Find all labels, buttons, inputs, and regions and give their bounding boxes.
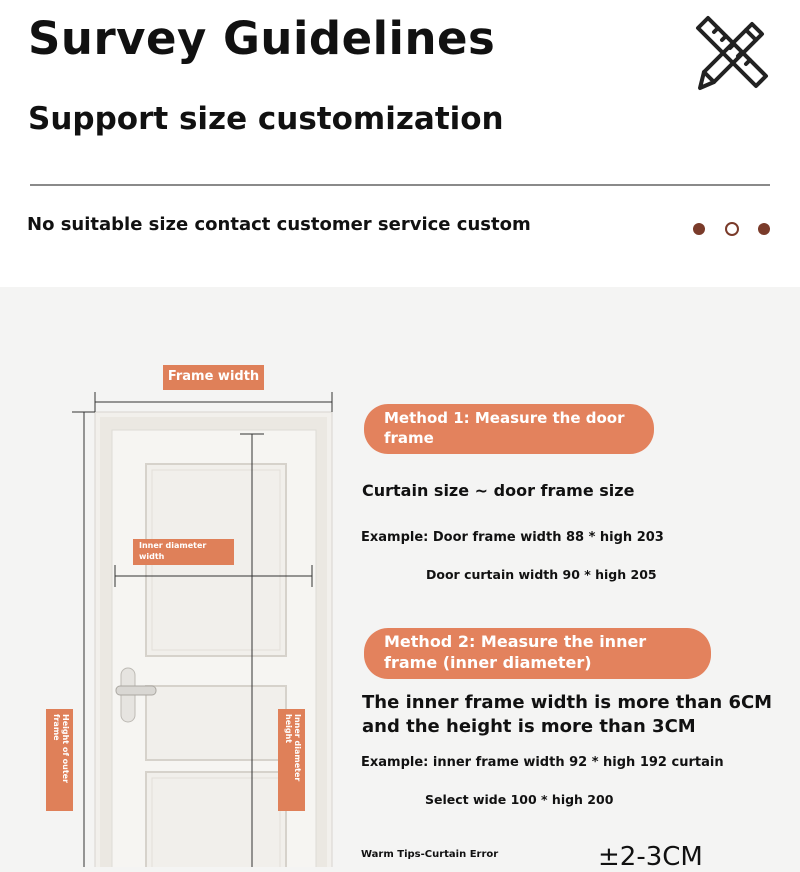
method-2-select: Select wide 100 * high 200 — [425, 792, 614, 807]
method-2-rule: The inner frame width is more than 6CM and the height is more than 3CM — [362, 692, 773, 737]
pagination-dots — [693, 222, 773, 238]
contact-note: No suitable size contact customer service custom — [27, 214, 531, 235]
method-1-rule: Curtain size ~ door frame size — [362, 481, 635, 500]
pencil-ruler-icon — [692, 12, 772, 92]
inner-diameter-width-label: Inner diameter width — [133, 539, 234, 565]
tolerance-value: ±2-3CM — [598, 842, 703, 872]
pagination-dot[interactable] — [758, 223, 770, 235]
method-1-curtain: Door curtain width 90 * high 205 — [426, 567, 657, 582]
pagination-dot[interactable] — [693, 223, 705, 235]
frame-width-label: Frame width — [163, 365, 264, 390]
inner-diameter-height-label: Inner diameter height — [278, 709, 305, 811]
page-subtitle: Support size customization — [28, 101, 504, 137]
pagination-dot-active[interactable] — [725, 222, 739, 236]
warm-tips: Warm Tips-Curtain Error — [361, 849, 499, 860]
divider — [30, 184, 770, 186]
method-2-example: Example: inner frame width 92 * high 192 curtain — [361, 755, 724, 770]
page-title: Survey Guidelines — [28, 12, 496, 65]
method-2-badge: Method 2: Measure the inner frame (inner diameter) — [364, 628, 711, 679]
method-1-badge: Method 1: Measure the door frame — [364, 404, 654, 454]
outer-frame-height-label: Height of outer frame — [46, 709, 73, 811]
header-section — [0, 0, 800, 287]
method-1-example: Example: Door frame width 88 * high 203 — [361, 530, 664, 545]
